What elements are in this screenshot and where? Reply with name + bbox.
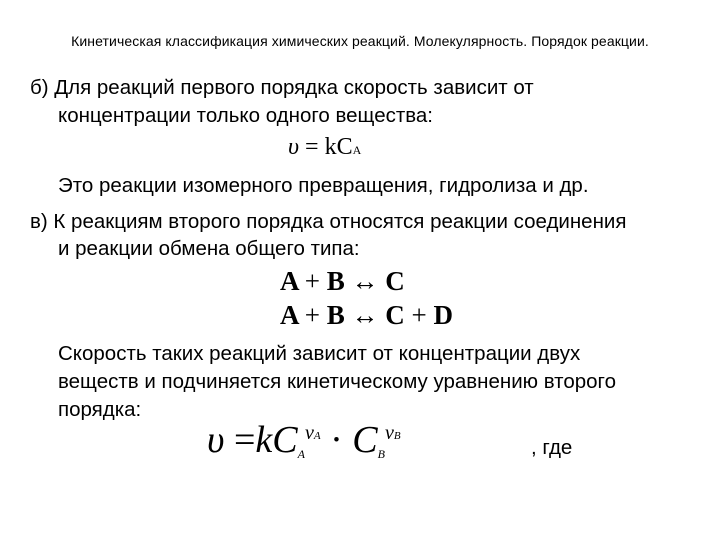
v-line-3: Скорость таких реакций зависит от концентрации двух xyxy=(58,342,581,365)
v-line-2: и реакции обмена общего типа: xyxy=(58,237,360,260)
formula1-c: C xyxy=(336,134,353,160)
b-line-3: Это реакции изомерного превращения, гидролиза и др. xyxy=(58,174,589,197)
eq2-c: C xyxy=(385,300,405,330)
slide-header: Кинетическая классификация химических реакций. Молекулярность. Порядок реакции. xyxy=(71,33,649,49)
first-order-formula xyxy=(288,134,361,161)
eq2-a: A xyxy=(280,300,299,330)
formula2-sup-b-sub: B xyxy=(393,430,401,442)
formula2-cb: C xyxy=(352,419,378,461)
eq1-b: B xyxy=(326,266,345,296)
eq1-arrow: ↔ xyxy=(351,266,379,296)
formula2-sup-b: ν xyxy=(384,422,394,444)
formula1-k: k xyxy=(324,134,337,160)
eq2-d: D xyxy=(433,300,453,330)
eq2-arrow: ↔ xyxy=(351,300,379,330)
formula1-lhs: υ xyxy=(288,134,300,160)
formula2-eq: = xyxy=(233,419,256,461)
formula1-sub: A xyxy=(352,143,362,157)
reaction-equation-2 xyxy=(280,300,453,331)
second-order-formula xyxy=(207,418,401,462)
eq2-plus2: + xyxy=(411,300,427,330)
formula2-sup-a-sub: A xyxy=(313,430,321,442)
formula2-lhs: υ xyxy=(207,419,225,461)
formula2-k: k xyxy=(255,419,273,461)
eq2-plus: + xyxy=(304,300,320,330)
formula2-sub-a: A xyxy=(297,447,305,461)
v-line-5: порядка: xyxy=(58,398,142,421)
eq1-a: A xyxy=(280,266,299,296)
v-line-1: в) К реакциям второго порядка относятся реакции соединения xyxy=(30,210,627,233)
formula2-dot: · xyxy=(330,419,343,461)
formula2-sub-b: B xyxy=(377,447,385,461)
formula2-sup-a: ν xyxy=(304,422,314,444)
where-text: , где xyxy=(531,436,573,459)
v-line-4: веществ и подчиняется кинетическому уравнению второго xyxy=(58,370,616,393)
reaction-equation-1 xyxy=(280,266,405,297)
formula1-eq: = xyxy=(305,134,319,160)
b-line-1: б) Для реакций первого порядка скорость зависит от xyxy=(30,76,534,99)
formula2-ca: C xyxy=(272,419,298,461)
b-line-2: концентрации только одного вещества: xyxy=(58,104,433,127)
eq1-c: C xyxy=(385,266,405,296)
eq1-plus: + xyxy=(304,266,320,296)
eq2-b: B xyxy=(326,300,345,330)
